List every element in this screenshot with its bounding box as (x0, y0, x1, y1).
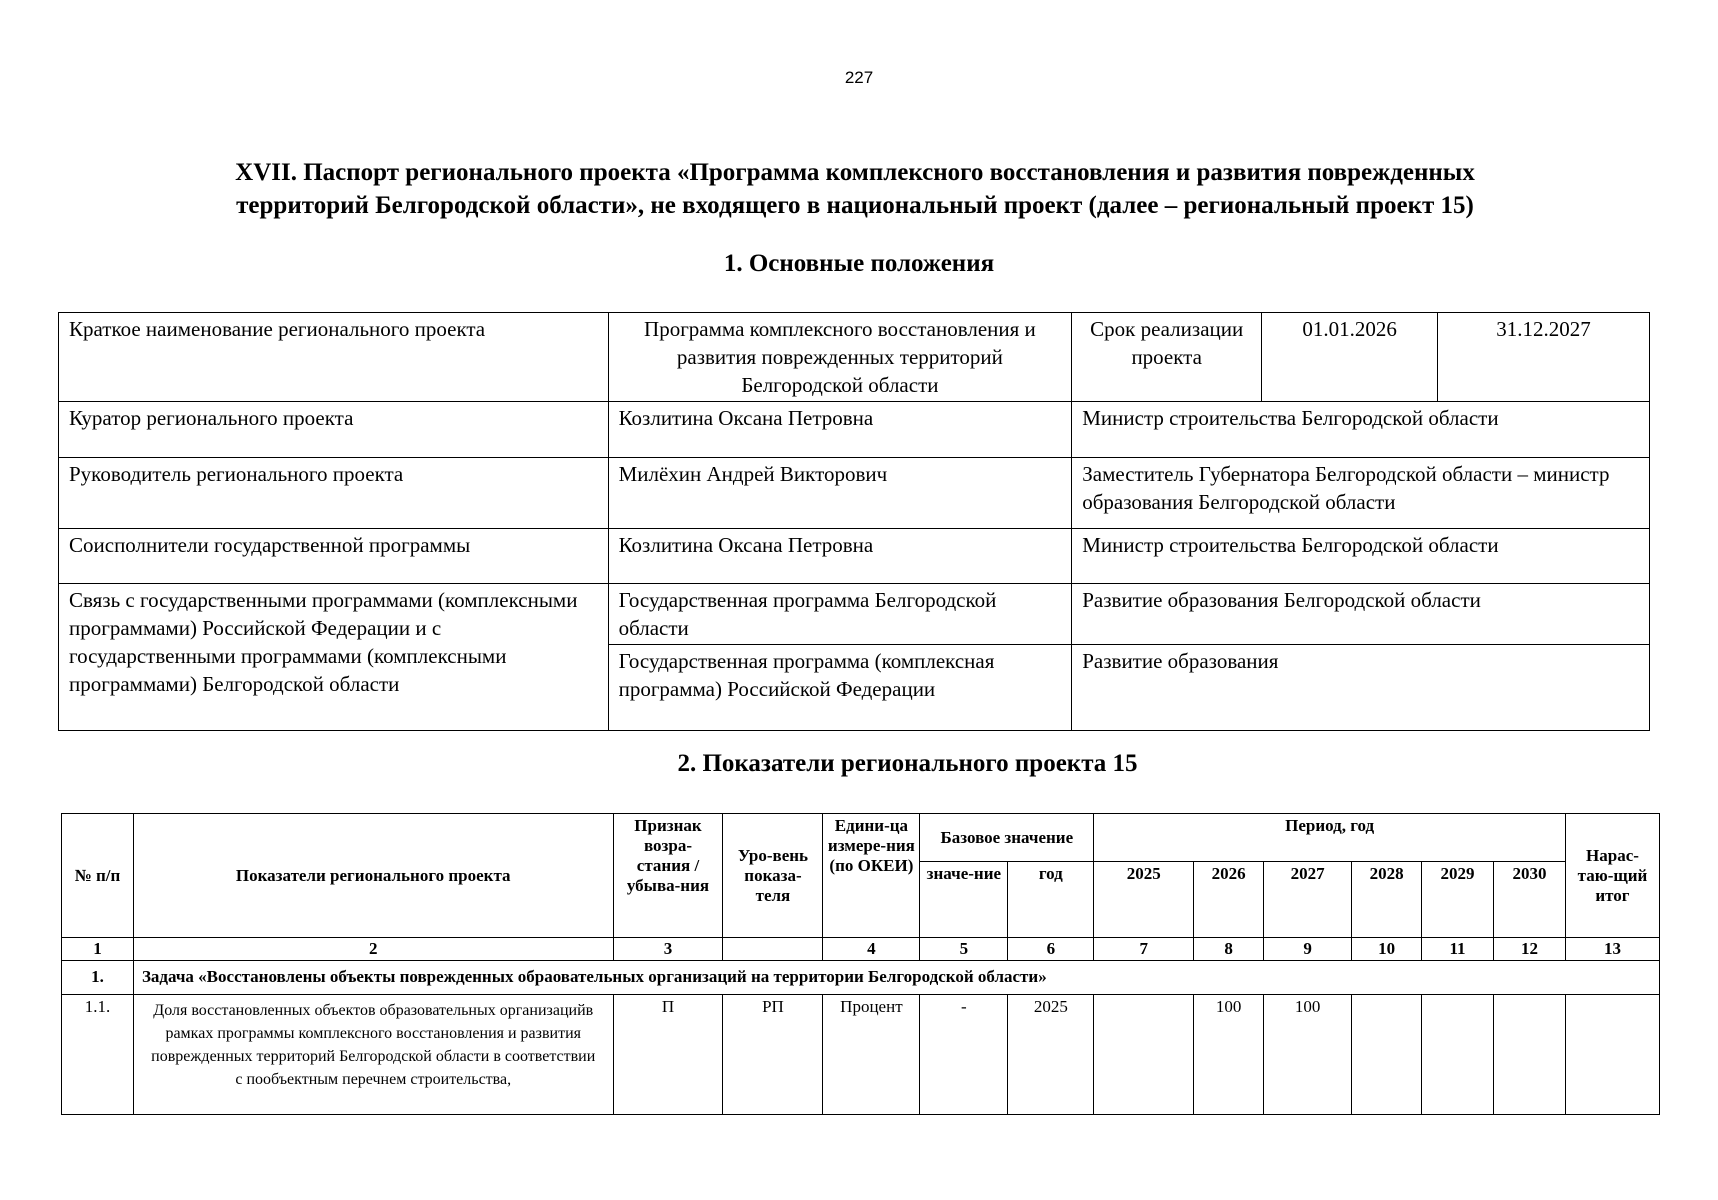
coexec-label: Соисполнители государственной программы (59, 529, 609, 584)
link2-name: Развитие образования (1072, 645, 1650, 731)
section-heading-main-provisions: 1. Основные положения (723, 250, 995, 277)
indicators-table (61, 813, 1660, 1115)
table-row (59, 402, 1650, 458)
col-number: 6 (1008, 938, 1094, 961)
row-2028 (1352, 995, 1422, 1115)
row-2026: 100 (1194, 995, 1264, 1115)
col-number: 13 (1565, 938, 1659, 961)
header-year-2028: 2028 (1352, 862, 1422, 938)
table-row (59, 458, 1650, 529)
link-label: Связь с государственными программами (комплексными программами) Российской Федерации и с государственными программами (комплексными программами) Белгородской области (59, 584, 609, 731)
col-number: 5 (920, 938, 1008, 961)
start-date: 01.01.2026 (1262, 313, 1438, 402)
col-number: 4 (823, 938, 920, 961)
header-num: № п/п (62, 814, 134, 938)
title-line-1: XVII. Паспорт регионального проекта «Программа комплексного восстановления и развития поврежденных (235, 159, 1475, 186)
row-2025 (1094, 995, 1194, 1115)
col-number: 11 (1422, 938, 1494, 961)
header-row (62, 814, 1660, 862)
col-number: 7 (1094, 938, 1194, 961)
row-sign: П (613, 995, 723, 1115)
col-number: 9 (1264, 938, 1352, 961)
curator-label: Куратор регионального проекта (59, 402, 609, 458)
short-name-label: Краткое наименование регионального проекта (59, 313, 609, 402)
page-number: 227 (844, 68, 874, 87)
end-date: 31.12.2027 (1438, 313, 1650, 402)
col-number: 1 (62, 938, 134, 961)
row-number: 1.1. (62, 995, 134, 1115)
curator-position: Министр строительства Белгородской области (1072, 402, 1650, 458)
link1-name: Развитие образования Белгородской области (1072, 584, 1650, 645)
column-numbers-row (62, 938, 1660, 961)
title-line-2: территорий Белгородской области», не входящего в национальный проект (далее – региональный проект 15) (236, 192, 1474, 219)
header-year-2030: 2030 (1494, 862, 1566, 938)
header-sign: Признак возра-стания / убыва-ния (613, 814, 723, 938)
header-cumulative: Нарас-таю-щий итог (1565, 814, 1659, 938)
task-text: Задача «Восстановлены объекты поврежденных обраовательных организаций на территории Белгородской области» (133, 961, 1659, 995)
row-2027: 100 (1264, 995, 1352, 1115)
col-number: 8 (1194, 938, 1264, 961)
row-unit: Процент (823, 995, 920, 1115)
row-2030 (1494, 995, 1566, 1115)
col-number: 3 (613, 938, 723, 961)
coexec-position: Министр строительства Белгородской области (1072, 529, 1650, 584)
curator-name: Козлитина Оксана Петровна (608, 402, 1072, 458)
header-base: Базовое значение (920, 814, 1094, 862)
coexec-name: Козлитина Оксана Петровна (608, 529, 1072, 584)
col-number: 2 (133, 938, 613, 961)
row-indicator: Доля восстановленных объектов образовательных организацийв рамках программы комплексного восстановления и развития поврежденных территорий Белгородской области в соответствии с пообъектным перечнем строительства, (133, 995, 613, 1115)
col-number (723, 938, 823, 961)
header-year-2025: 2025 (1094, 862, 1194, 938)
row-base-year: 2025 (1008, 995, 1094, 1115)
task-number: 1. (62, 961, 134, 995)
table-row (59, 529, 1650, 584)
link1-program: Государственная программа Белгородской области (608, 584, 1072, 645)
head-label: Руководитель регионального проекта (59, 458, 609, 529)
row-level: РП (723, 995, 823, 1115)
head-name: Милёхин Андрей Викторович (608, 458, 1072, 529)
col-number: 10 (1352, 938, 1422, 961)
row-base-value: - (920, 995, 1008, 1115)
header-year-2027: 2027 (1264, 862, 1352, 938)
section-heading-indicators: 2. Показатели регионального проекта 15 (677, 750, 1138, 777)
main-provisions-table (58, 312, 1650, 731)
col-number: 12 (1494, 938, 1566, 961)
head-position: Заместитель Губернатора Белгородской области – министр образования Белгородской области (1072, 458, 1650, 529)
header-unit: Едини-ца измере-ния (по ОКЕИ) (823, 814, 920, 938)
header-indicator: Показатели регионального проекта (133, 814, 613, 938)
task-row (62, 961, 1660, 995)
header-year-2026: 2026 (1194, 862, 1264, 938)
document-title (120, 156, 1590, 222)
header-level: Уро-вень показа-теля (723, 814, 823, 938)
term-label: Срок реализации проекта (1072, 313, 1262, 402)
table-row (62, 995, 1660, 1115)
link2-program: Государственная программа (комплексная программа) Российской Федерации (608, 645, 1072, 731)
table-row (59, 313, 1650, 402)
header-base-value: значе-ние (920, 862, 1008, 938)
short-name-value: Программа комплексного восстановления и развития поврежденных территорий Белгородской области (608, 313, 1072, 402)
row-2029 (1422, 995, 1494, 1115)
header-base-year: год (1008, 862, 1094, 938)
header-period: Период, год (1094, 814, 1566, 862)
row-cumulative (1565, 995, 1659, 1115)
header-year-2029: 2029 (1422, 862, 1494, 938)
table-row (59, 584, 1650, 645)
